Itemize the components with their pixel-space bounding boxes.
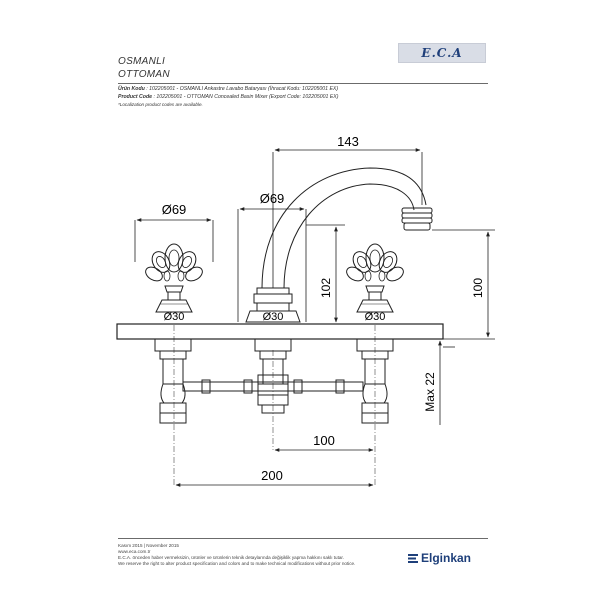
product-code-value: : 102205001 - OTTOMAN Concealed Basin Mixer (Export Code: 102205001 EX) [153, 94, 339, 100]
dim-30-mid: Ø30 [262, 311, 284, 323]
footer-disclaimer-tr: E.C.A. önceden haber vermeksizin, ürünler ve ürünlerin teknik detaylarında değişiklik yapma hakkını saklı tutar. [118, 555, 344, 560]
under-plumbing [155, 339, 393, 423]
dim-max-22: Max 22 [423, 372, 437, 412]
left-handle [143, 244, 205, 312]
product-title-tr: OSMANLI [118, 56, 166, 67]
localization-note: *Localization product codes are available. [118, 102, 203, 107]
dim-69-mid: Ø69 [259, 191, 285, 206]
footer-url[interactable]: www.eca.com.tr [118, 549, 151, 554]
elginkan-text: Elginkan [421, 551, 472, 565]
dim-200: 200 [261, 468, 283, 483]
counter-surface [117, 324, 443, 339]
footer-date: Kasım 2015 | November 2015 [118, 543, 179, 548]
elginkan-logo [408, 551, 471, 565]
dim-100-vertical: 100 [471, 277, 485, 299]
right-handle [344, 244, 406, 312]
dim-69-left: Ø69 [161, 202, 187, 217]
dim-30-left: Ø30 [163, 311, 185, 323]
product-code-label: Product Code [118, 94, 153, 100]
eca-logo-text: E.C.A [421, 46, 463, 60]
footer-disclaimer-en: We reserve the right to alter product specification and colors and to make technical modifications without prior notice. [118, 561, 356, 566]
urun-kodu-label: Ürün Kodu [118, 86, 145, 92]
footer-divider [118, 538, 488, 539]
dim-143: 143 [337, 134, 359, 149]
elginkan-mark-icon [408, 554, 418, 563]
dim-102: 102 [319, 277, 333, 299]
product-title-en: OTTOMAN [118, 69, 170, 80]
dim-30-right: Ø30 [364, 311, 386, 323]
dim-100-horizontal: 100 [313, 433, 335, 448]
urun-kodu-value: : 102205001 - OSMANLI Ankastre Lavabo Bataryası (İhracat Kodu: 102205001 EX) [146, 86, 339, 92]
